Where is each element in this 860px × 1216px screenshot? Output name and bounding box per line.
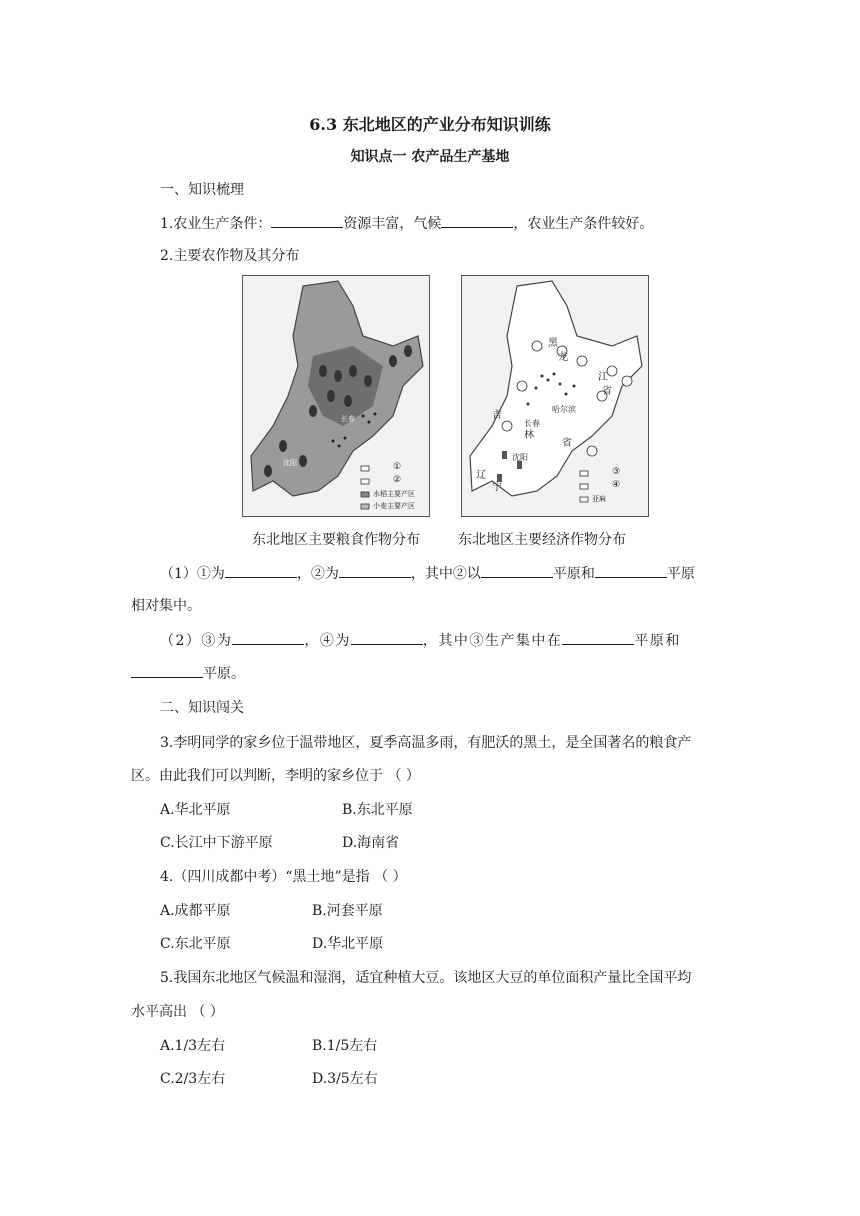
q4-option-a[interactable]: A.成都平原 [160, 903, 231, 919]
map-caption-cash: 东北地区主要经济作物分布 [458, 532, 626, 548]
text: 平原。 [203, 666, 245, 682]
place-label: 黑 [548, 338, 558, 349]
question-sub-2 [160, 630, 681, 651]
text: ，其中③生产集中在 [422, 633, 563, 649]
q5-line1: 5.我国东北地区气候温和湿润，适宜种植大豆。该地区大豆的单位面积产量比全国平均 [160, 970, 692, 986]
legend-3: ③ [612, 467, 621, 477]
q3-option-c[interactable]: C.长江中下游平原 [160, 835, 273, 851]
text: ，④为 [304, 633, 351, 649]
item-1-text-b: 资源丰富，气候 [343, 216, 442, 232]
q3-line2: 区。由此我们可以判断，李明的家乡位于 （ ） [131, 768, 420, 784]
item-1-text-a: 1.农业生产条件： [160, 216, 272, 232]
legend-wheat: 小麦主要产区 [373, 502, 415, 510]
q3-option-b[interactable]: B.东北平原 [342, 802, 413, 818]
place-label: 沈阳 [283, 459, 297, 467]
legend-1: ① [393, 462, 402, 472]
text: 平原 [666, 566, 695, 582]
item-1 [160, 213, 653, 234]
answer-blank[interactable] [562, 630, 634, 645]
page-title: 6.3 东北地区的产业分布知识训练 [309, 115, 551, 134]
legend-rice: 水稻主要产区 [373, 490, 415, 498]
place-label: 江 [598, 372, 608, 383]
grain-crops-map [242, 275, 430, 517]
q4-option-d[interactable]: D.华北平原 [312, 936, 384, 952]
place-label: 省 [602, 386, 612, 397]
text: （2）③为 [160, 633, 233, 649]
section-heading-1: 一、知识梳理 [160, 182, 244, 198]
grain-map-illustration [243, 276, 429, 516]
place-label: 长春 [341, 415, 355, 423]
item-1-text-c: ，农业生产条件较好。 [513, 216, 654, 232]
q4-line1: 4.（四川成都中考）“黑土地”是指 （ ） [160, 869, 407, 885]
text: ，其中②以 [410, 566, 481, 582]
text: 平原和 [552, 566, 595, 582]
q5-option-c[interactable]: C.2/3左右 [160, 1071, 226, 1087]
cash-map-illustration [462, 276, 648, 516]
q5-option-d[interactable]: D.3/5左右 [312, 1071, 378, 1087]
item-2: 2.主要农作物及其分布 [160, 248, 300, 264]
place-label: 辽 [476, 470, 486, 481]
section-subtitle: 知识点一 农产品生产基地 [350, 149, 510, 165]
answer-blank[interactable] [225, 563, 297, 578]
answer-blank[interactable] [481, 563, 553, 578]
place-label: 长春 [524, 419, 540, 428]
place-label: 宁 [492, 482, 502, 493]
text: （1）①为 [160, 566, 225, 582]
answer-blank[interactable] [351, 630, 423, 645]
question-sub-1 [160, 563, 695, 584]
q3-option-a[interactable]: A.华北平原 [160, 802, 231, 818]
legend-2: ② [393, 475, 402, 485]
legend-flax: 亚麻 [592, 495, 606, 503]
place-label: 哈尔滨 [552, 405, 576, 414]
question-sub-1-cont: 相对集中。 [131, 598, 201, 614]
text: ，②为 [296, 566, 339, 582]
answer-blank[interactable] [441, 213, 513, 228]
q3-line1: 3.李明同学的家乡位于温带地区，夏季高温多雨，有肥沃的黑土，是全国著名的粮食产 [160, 735, 692, 751]
q3-option-d[interactable]: D.海南省 [342, 835, 400, 851]
text: 平原和 [634, 633, 681, 649]
q4-option-b[interactable]: B.河套平原 [312, 903, 383, 919]
answer-blank[interactable] [232, 630, 304, 645]
q5-line2: 水平高出 （ ） [131, 1004, 224, 1020]
place-label: 龙 [558, 352, 568, 363]
map-caption-grain: 东北地区主要粮食作物分布 [252, 532, 420, 548]
q5-option-a[interactable]: A.1/3左右 [160, 1038, 226, 1054]
q5-option-b[interactable]: B.1/5左右 [312, 1038, 378, 1054]
answer-blank[interactable] [595, 563, 667, 578]
answer-blank[interactable] [271, 213, 343, 228]
cash-crops-map [461, 275, 649, 517]
answer-blank[interactable] [131, 663, 203, 678]
answer-blank[interactable] [339, 563, 411, 578]
q4-option-c[interactable]: C.东北平原 [160, 936, 231, 952]
place-label: 吉 [492, 410, 502, 421]
question-sub-2-cont [131, 663, 245, 684]
section-heading-2: 二、知识闯关 [160, 700, 244, 716]
place-label: 沈阳 [512, 453, 528, 462]
place-label: 林 [524, 430, 534, 441]
legend-4: ④ [612, 480, 621, 490]
place-label: 省 [562, 438, 572, 449]
